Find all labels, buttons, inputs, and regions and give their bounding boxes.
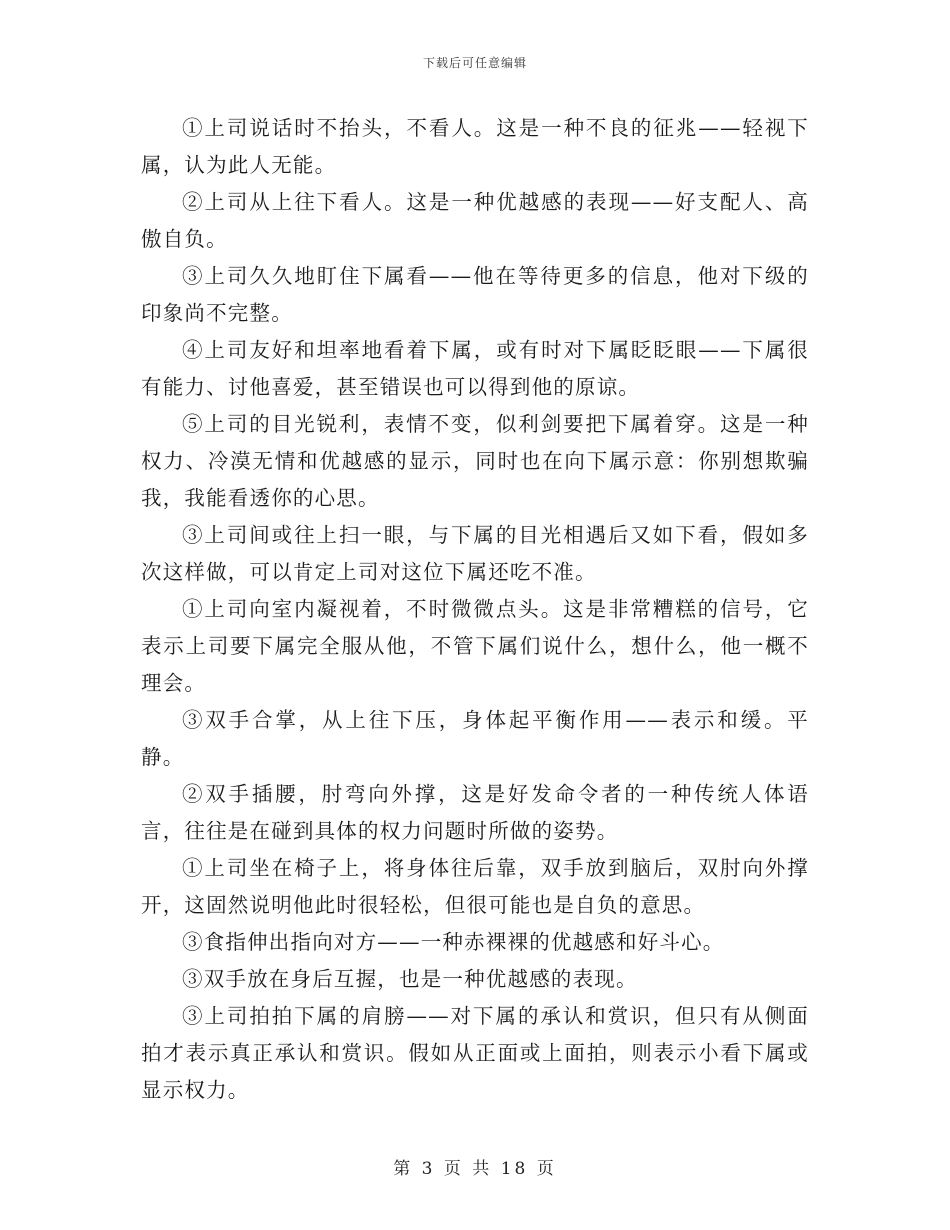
- paragraph: ①上司坐在椅子上，将身体往后靠，双手放到脑后，双肘向外撑开，这固然说明他此时很轻松，但很可能也是自负的意思。: [141, 856, 809, 917]
- paragraph: ③双手放在身后互握，也是一种优越感的表现。: [182, 967, 638, 991]
- page-header: 下载后可任意编辑: [422, 56, 527, 70]
- paragraph: ①上司向室内凝视着，不时微微点头。这是非常糟糕的信号，它表示上司要下属完全服从他，不管下属们说什么，想什么，他一概不理会。: [141, 597, 809, 695]
- paragraph: ④上司友好和坦率地看着下属，或有时对下属眨眨眼——下属很有能力、讨他喜爱，甚至错误也可以得到他的原谅。: [141, 338, 809, 399]
- paragraph: ③双手合掌，从上往下压，身体起平衡作用——表示和缓。平静。: [141, 708, 809, 769]
- paragraph: ③上司间或往上扫一眼，与下属的目光相遇后又如下看，假如多次这样做，可以肯定上司对这位下属还吃不准。: [141, 523, 809, 584]
- paragraph: ①上司说话时不抬头，不看人。这是一种不良的征兆——轻视下属，认为此人无能。: [141, 116, 809, 177]
- paragraph: ②上司从上往下看人。这是一种优越感的表现——好支配人、高傲自负。: [141, 190, 809, 251]
- paragraph: ③上司久久地盯住下属看——他在等待更多的信息，他对下级的印象尚不完整。: [141, 264, 809, 325]
- paragraph: ⑤上司的目光锐利，表情不变，似利剑要把下属着穿。这是一种权力、冷漠无情和优越感的显示，同时也在向下属示意：你别想欺骗我，我能看透你的心思。: [141, 412, 809, 510]
- document-body: [141, 110, 809, 1109]
- paragraph: ③上司拍拍下属的肩膀——对下属的承认和赏识，但只有从侧面拍才表示真正承认和赏识。假如从正面或上面拍，则表示小看下属或显示权力。: [141, 1004, 809, 1102]
- paragraph: ③食指伸出指向对方——一种赤裸裸的优越感和好斗心。: [182, 930, 725, 954]
- page-number: 第 3 页 共 18 页: [393, 1159, 557, 1179]
- paragraph: ②双手插腰，肘弯向外撑，这是好发命令者的一种传统人体语言，往往是在碰到具体的权力问题时所做的姿势。: [141, 782, 809, 843]
